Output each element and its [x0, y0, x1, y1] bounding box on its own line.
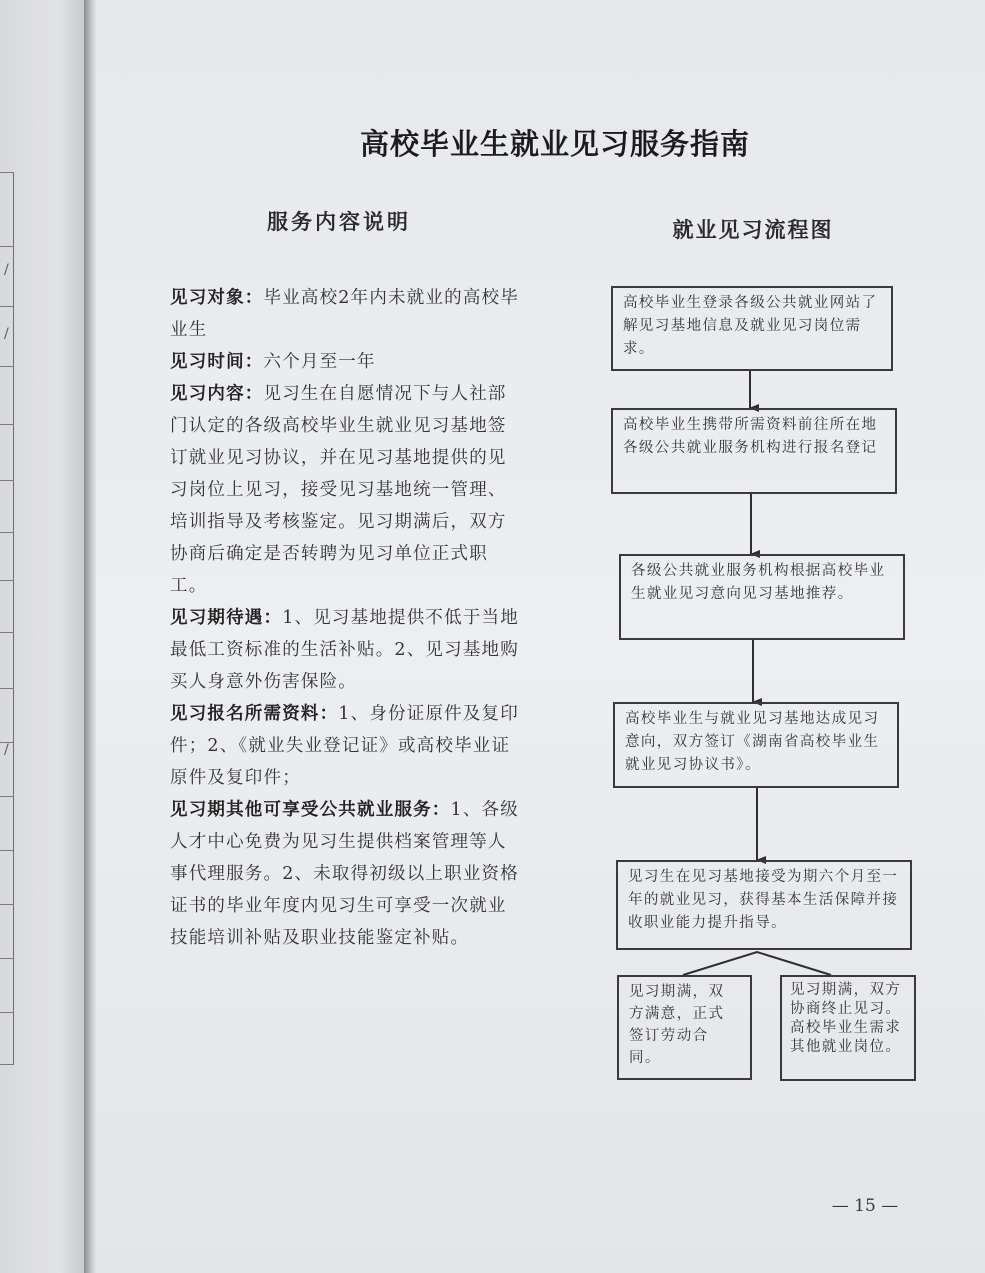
- flow-step-2: 高校毕业生携带所需资料前往所在地各级公共就业服务机构进行报名登记: [611, 408, 897, 494]
- table-rule: [0, 958, 14, 959]
- book-gutter: [84, 0, 96, 1273]
- item-text: 1、身份证原件及复印件；2、《就业失业登记证》或高校毕业证原件及复印件；: [170, 704, 519, 788]
- item-text: 六个月至一年: [263, 352, 376, 372]
- table-rule: [0, 246, 14, 247]
- flow-outcome-contract: 见习期满，双方满意，正式签订劳动合同。: [617, 975, 752, 1080]
- table-rule: [0, 172, 14, 173]
- table-rule: [0, 904, 14, 905]
- flow-branch: [683, 952, 831, 975]
- adjacent-page-edge: [0, 0, 84, 1273]
- table-mark: /: [4, 326, 9, 342]
- table-rule: [0, 796, 14, 797]
- table-rule: [0, 424, 14, 425]
- flow-step-3: 各级公共就业服务机构根据高校毕业生就业见习意向见习基地推荐。: [619, 554, 905, 640]
- table-mark: /: [4, 262, 9, 278]
- item-label: 见习内容：: [170, 384, 264, 404]
- page-number: — 15 —: [831, 1196, 899, 1216]
- service-description-heading: 服务内容说明: [267, 209, 411, 234]
- item-text: 1、见习基地提供不低于当地最低工资标准的生活补贴。2、见习基地购买人身意外伤害保险。: [170, 608, 519, 692]
- item-label: 见习报名所需资料：: [170, 704, 339, 724]
- table-rule: [0, 1012, 14, 1013]
- table-rule: [0, 366, 14, 367]
- flow-step-4: 高校毕业生与就业见习基地达成见习意向，双方签订《湖南省高校毕业生就业见习协议书》。: [613, 702, 899, 788]
- flow-step-1: 高校毕业生登录各级公共就业网站了解见习基地信息及就业见习岗位需求。: [611, 286, 893, 371]
- page-title: 高校毕业生就业见习服务指南: [359, 127, 750, 161]
- table-rule: [0, 580, 14, 581]
- flow-outcome-terminate: 见习期满，双方协商终止见习。高校毕业生需求其他就业岗位。: [780, 975, 916, 1081]
- table-rule: [0, 532, 14, 533]
- table-rule: [0, 306, 14, 307]
- table-rule: [0, 1064, 14, 1065]
- item-text: 毕业高校2年内未就业的高校毕业生: [170, 288, 519, 340]
- item-text: 1、各级人才中心免费为见习生提供档案管理等人事代理服务。2、未取得初级以上职业资格证书的毕业年度内见习生可享受一次就业技能培训补贴及职业技能鉴定补贴。: [170, 800, 519, 948]
- table-rule: [0, 480, 14, 481]
- item-label: 见习对象：: [170, 288, 264, 308]
- flow-step-5: 见习生在见习基地接受为期六个月至一年的就业见习，获得基本生活保障并接收职业能力提升指导。: [616, 860, 912, 950]
- table-rule: [0, 632, 14, 633]
- table-rule: [0, 850, 14, 851]
- table-rule: [0, 688, 14, 689]
- item-text: 见习生在自愿情况下与人社部门认定的各级高校毕业生就业见习基地签订就业见习协议，并在见习基地提供的见习岗位上见习，接受见习基地统一管理、培训指导及考核鉴定。见习期满后，双方协商后确定是否转聘为见习单位正式职工。: [170, 384, 507, 596]
- item-label: 见习期待遇：: [170, 608, 283, 628]
- table-mark: /: [4, 742, 9, 758]
- flowchart-heading: 就业见习流程图: [672, 217, 834, 242]
- item-label: 见习时间：: [170, 352, 264, 372]
- item-label: 见习期其他可享受公共就业服务：: [170, 800, 451, 820]
- document-page: [96, 0, 985, 1273]
